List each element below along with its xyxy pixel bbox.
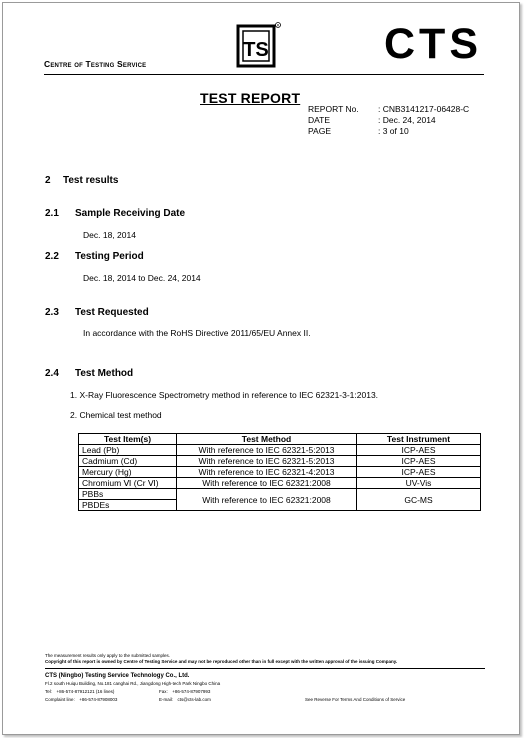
- section-number: 2.4: [45, 368, 59, 379]
- meta-key: DATE: [308, 115, 331, 125]
- column-header: Test Item(s): [79, 434, 177, 445]
- column-header: Test Method: [177, 434, 357, 445]
- test-item-cell: Lead (Pb): [79, 445, 177, 456]
- footer-company: CTS (Ningbo) Testing Service Technology Co., Ltd.: [45, 673, 190, 679]
- test-method-cell: With reference to IEC 62321:2008: [177, 489, 357, 511]
- table-row: [79, 489, 481, 500]
- section-title: Test Requested: [75, 307, 149, 318]
- report-meta: [308, 104, 469, 137]
- table-row: [79, 445, 481, 456]
- section-title: Test Method: [75, 368, 134, 379]
- report-title: TEST REPORT: [200, 90, 301, 106]
- footer-tel: Tel： +86-574-87912121 (16 lines): [45, 689, 115, 694]
- method-item: 1. X-Ray Fluorescence Spectrometry method in reference to IEC 62321-3-1:2013.: [70, 390, 379, 400]
- test-method-table: [78, 433, 481, 511]
- meta-row: [308, 104, 469, 115]
- section-title: Testing Period: [75, 251, 144, 262]
- test-method-cell: With reference to IEC 62321-5:2013: [177, 456, 357, 467]
- footer-note: The measurement results only apply to the submitted samples.: [45, 653, 171, 658]
- test-instrument-cell: ICP-AES: [357, 467, 481, 478]
- meta-key: PAGE: [308, 126, 331, 136]
- test-instrument-cell: UV-Vis: [357, 478, 481, 489]
- test-method-cell: With reference to IEC 62321-4:2013: [177, 467, 357, 478]
- org-name: Centre of Testing Service: [44, 59, 147, 69]
- footer-reverse-note: See Reverse For Terms And Conditions of Service: [305, 697, 406, 702]
- section-number: 2: [45, 175, 51, 186]
- meta-key: REPORT No.: [308, 104, 359, 114]
- footer-copyright: Copyright of this report is owned by Centre of Testing Service and may not be reproduced other than in full except with the written approval of the issuing Company.: [45, 659, 398, 664]
- footer-fax: Fax： +86-574-87907993: [159, 689, 211, 694]
- section-heading: [45, 208, 185, 219]
- section-number: 2.2: [45, 251, 59, 262]
- column-header: Test Instrument: [357, 434, 481, 445]
- footer-email: E-mail： cts@cts-lab.com: [159, 697, 211, 702]
- section-heading: [45, 251, 144, 262]
- test-item-cell: PBBs: [79, 489, 177, 500]
- section-body: In accordance with the RoHS Directive 2011/65/EU Annex II.: [83, 328, 311, 338]
- footer-rule: [45, 668, 485, 669]
- section-title: Sample Receiving Date: [75, 208, 186, 219]
- section-title: Test results: [63, 175, 119, 186]
- test-instrument-cell: GC-MS: [357, 489, 481, 511]
- test-item-cell: Mercury (Hg): [79, 467, 177, 478]
- test-item-cell: Cadmium (Cd): [79, 456, 177, 467]
- svg-text:R: R: [276, 23, 280, 28]
- method-item: 2. Chemical test method: [70, 410, 162, 420]
- section-heading: [45, 175, 118, 186]
- test-instrument-cell: ICP-AES: [357, 456, 481, 467]
- cts-logo-icon: [236, 21, 282, 69]
- logo-letters: TS: [243, 39, 269, 61]
- meta-value: : CNB3141217-06428-C: [378, 104, 470, 114]
- test-method-cell: With reference to IEC 62321:2008: [177, 478, 357, 489]
- header-rule: [44, 74, 484, 75]
- meta-value: : 3 of 10: [378, 126, 409, 136]
- footer-complaint: Complaint line： +86-574-87908003: [45, 697, 118, 702]
- test-method-cell: With reference to IEC 62321-5:2013: [177, 445, 357, 456]
- table-row: [79, 478, 481, 489]
- meta-row: [308, 115, 469, 126]
- brand-wordmark: CTS: [384, 20, 482, 68]
- test-item-cell: PBDEs: [79, 500, 177, 511]
- section-body: Dec. 18, 2014: [83, 230, 136, 240]
- meta-value: : Dec. 24, 2014: [378, 115, 436, 125]
- table-row: [79, 467, 481, 478]
- test-instrument-cell: ICP-AES: [357, 445, 481, 456]
- section-number: 2.1: [45, 208, 59, 219]
- test-item-cell: Chromium Ⅵ (Cr Ⅵ): [79, 478, 177, 489]
- section-heading: [45, 307, 149, 318]
- section-body: Dec. 18, 2014 to Dec. 24, 2014: [83, 273, 201, 283]
- section-heading: [45, 368, 133, 379]
- table-header-row: [79, 434, 481, 445]
- table-row: [79, 456, 481, 467]
- section-number: 2.3: [45, 307, 59, 318]
- meta-row: [308, 126, 469, 137]
- footer-address: Fl.2 south Huiqu Building, No.181 canghai Rd., Jiangdong High-tech Park Ningbo China: [45, 681, 221, 686]
- report-page: [2, 2, 520, 735]
